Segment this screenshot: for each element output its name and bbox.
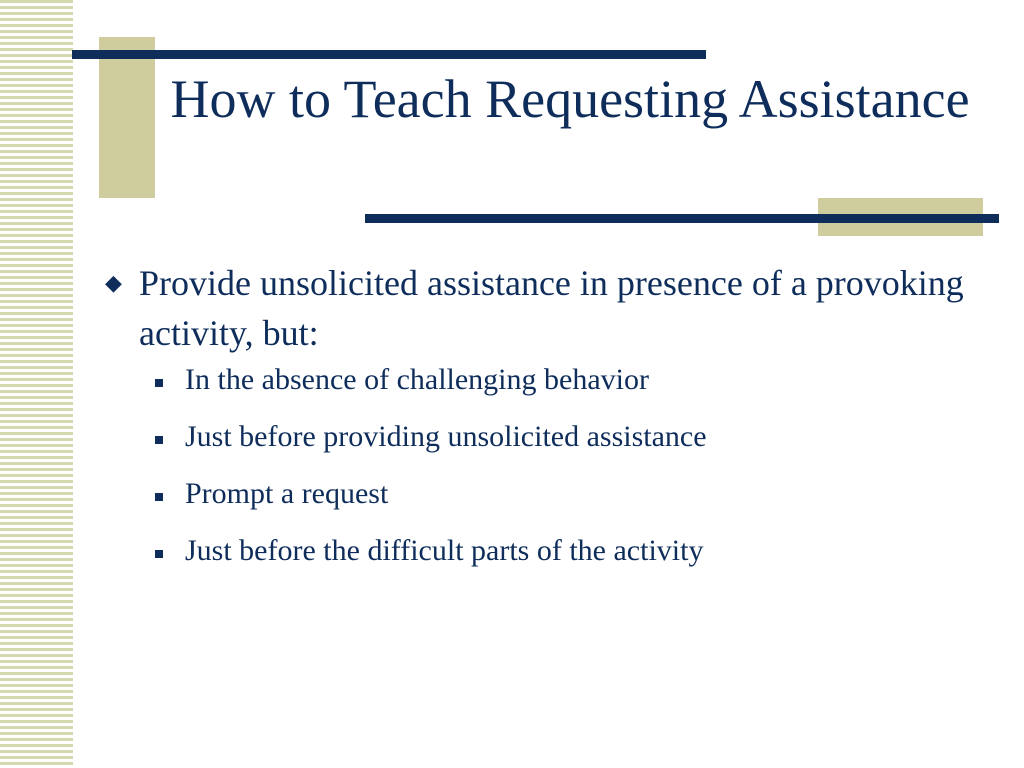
sub-bullet-item xyxy=(105,420,985,454)
diamond-bullet-icon: ◆ xyxy=(105,270,122,295)
title-accent-block xyxy=(99,37,155,198)
left-stripe-decoration xyxy=(0,0,73,768)
sub-bullet-item xyxy=(105,363,985,397)
square-bullet-icon xyxy=(155,379,163,387)
bullet-item xyxy=(105,258,985,358)
title-rule-bottom xyxy=(365,214,999,223)
square-bullet-icon xyxy=(155,550,163,558)
slide-title: How to Teach Requesting Assistance xyxy=(170,69,970,129)
square-bullet-icon xyxy=(155,493,163,501)
sub-bullet-item xyxy=(105,534,985,568)
square-bullet-icon xyxy=(155,436,163,444)
sub-bullet-text: Prompt a request xyxy=(185,477,389,510)
sub-bullet-text: In the absence of challenging behavior xyxy=(185,363,649,396)
bullet-text: Provide unsolicited assistance in presence of a provoking activity, but: xyxy=(139,263,964,353)
sub-bullet-text: Just before providing unsolicited assistance xyxy=(185,420,707,453)
sub-bullet-item xyxy=(105,477,985,511)
slide-body xyxy=(105,258,985,591)
sub-bullet-text: Just before the difficult parts of the activity xyxy=(185,534,704,567)
title-rule-top xyxy=(72,50,706,59)
